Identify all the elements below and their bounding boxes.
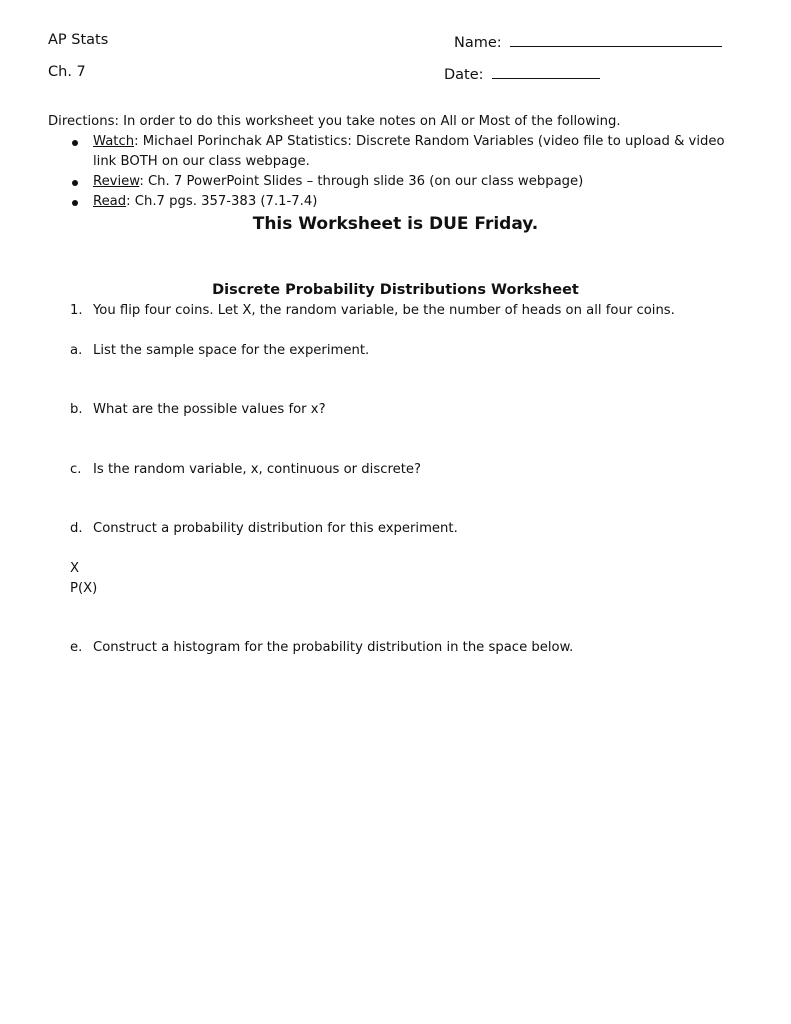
part-e-text: Construct a histogram for the probability distribution in the space below. xyxy=(93,640,574,655)
name-blank-line[interactable] xyxy=(510,32,722,47)
worksheet-title: Discrete Probability Distributions Worksheet xyxy=(212,282,579,298)
direction-item-text: : Ch.7 pgs. 357-383 (7.1-7.4) xyxy=(126,194,318,209)
part-letter: e. xyxy=(70,640,83,655)
due-notice: This Worksheet is DUE Friday. xyxy=(252,214,539,234)
table-label-px: P(X) xyxy=(70,581,98,596)
date-label: Date: xyxy=(444,67,484,83)
part-letter: c. xyxy=(70,462,82,477)
part-a-text: List the sample space for the experiment. xyxy=(93,343,370,358)
direction-item-text: : Michael Porinchak AP Statistics: Discrete Random Variables (video file to upload & video xyxy=(134,134,725,149)
direction-item-label: Watch xyxy=(93,134,135,149)
direction-item-review xyxy=(93,174,583,189)
name-label: Name: xyxy=(454,35,502,51)
part-letter: a. xyxy=(70,343,83,358)
direction-item-watch xyxy=(93,134,725,149)
directions-intro: Directions: In order to do this worksheet you take notes on All or Most of the following. xyxy=(48,114,621,129)
table-label-x: X xyxy=(70,561,80,576)
histogram-answer-space[interactable] xyxy=(48,670,743,990)
part-b-text: What are the possible values for x? xyxy=(93,402,326,417)
part-letter: b. xyxy=(70,402,83,417)
direction-item-label: Review xyxy=(93,174,140,189)
direction-item-read xyxy=(93,194,317,209)
bullet-icon xyxy=(72,140,78,146)
chapter-label: Ch. 7 xyxy=(48,64,86,80)
bullet-icon xyxy=(72,200,78,206)
part-c-text: Is the random variable, x, continuous or discrete? xyxy=(93,462,421,477)
direction-item-watch-continuation: link BOTH on our class webpage. xyxy=(93,154,310,169)
date-field[interactable] xyxy=(444,64,600,83)
question-number: 1. xyxy=(70,303,83,318)
name-field[interactable] xyxy=(454,32,722,51)
bullet-icon xyxy=(72,180,78,186)
part-letter: d. xyxy=(70,521,83,536)
part-d-text: Construct a probability distribution for this experiment. xyxy=(93,521,458,536)
course-label: AP Stats xyxy=(48,32,109,48)
direction-item-text: : Ch. 7 PowerPoint Slides – through slide 36 (on our class webpage) xyxy=(139,174,584,189)
date-blank-line[interactable] xyxy=(492,64,600,79)
question-text: You flip four coins. Let X, the random variable, be the number of heads on all four coins. xyxy=(93,303,675,318)
direction-item-label: Read xyxy=(93,194,127,209)
